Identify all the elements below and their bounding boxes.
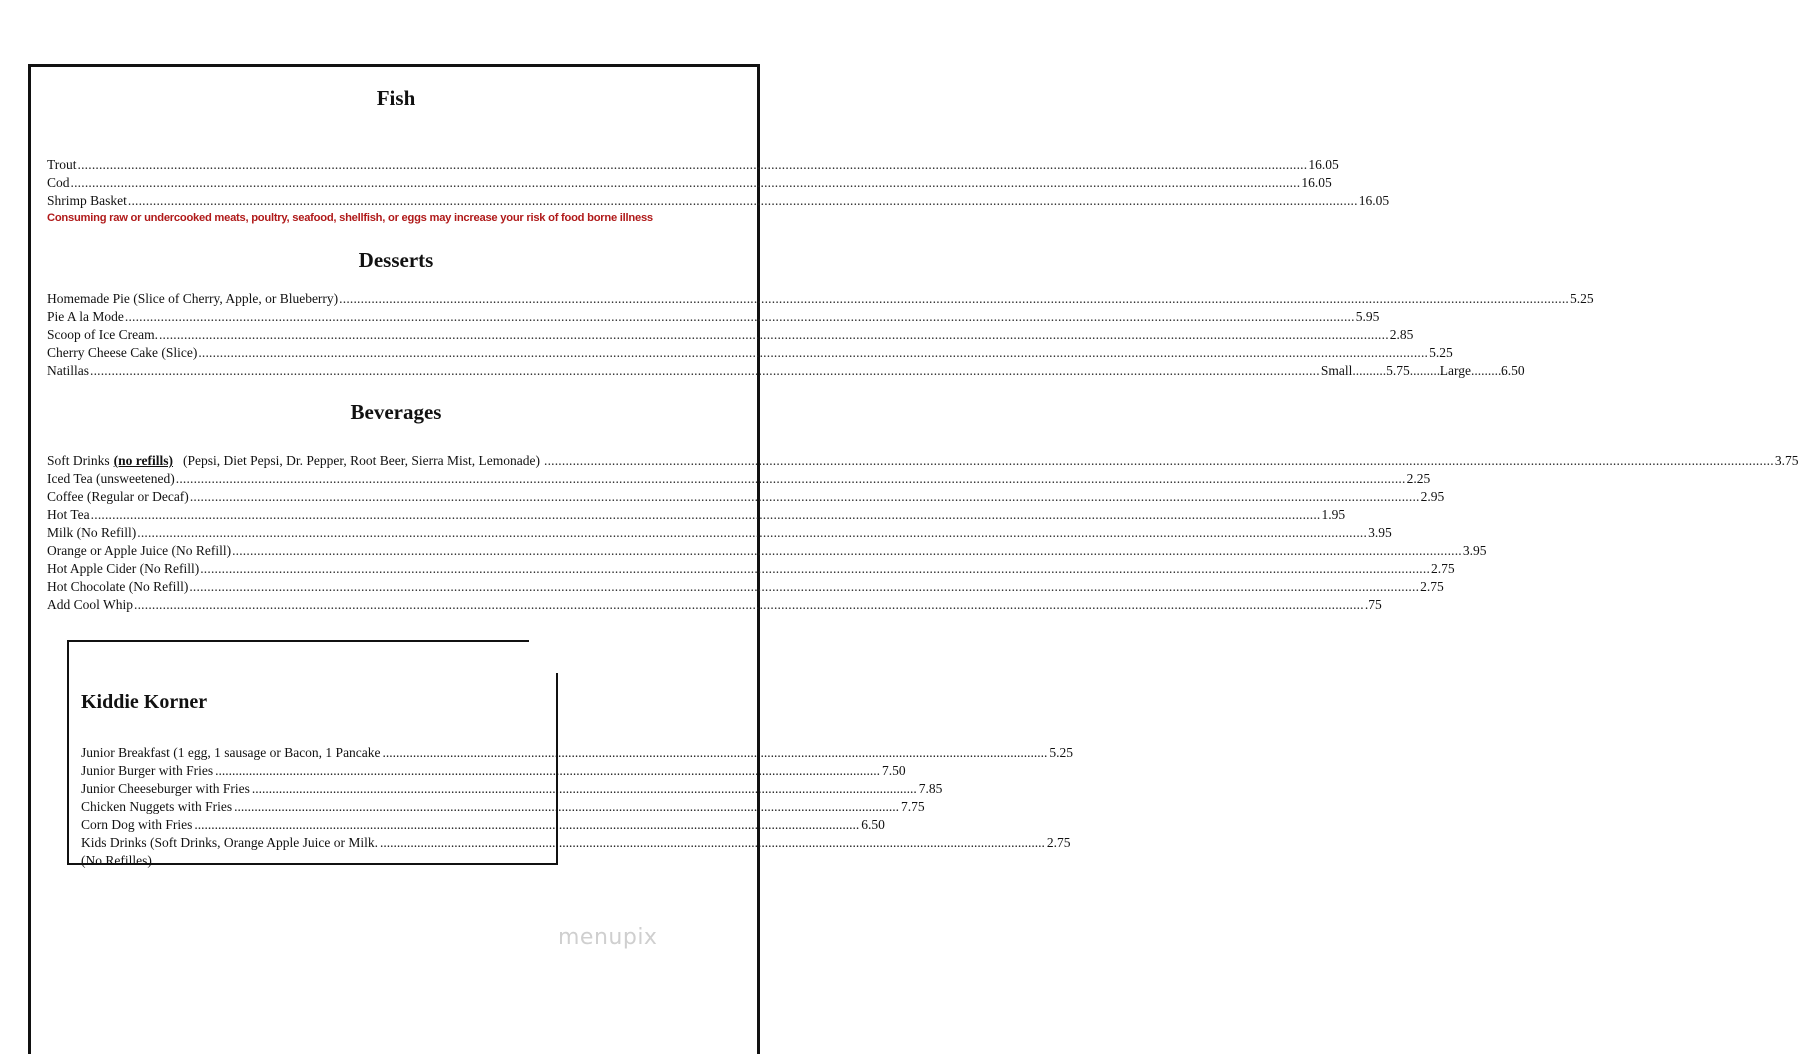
item-price: 2.75 — [1431, 561, 1455, 576]
leader-dots — [339, 290, 1569, 307]
item-detail: (Pepsi, Diet Pepsi, Dr. Pepper, Root Beer, Sierra Mist, Lemonade) — [183, 453, 540, 468]
leader-dots — [159, 326, 1389, 343]
leader-dots — [137, 524, 1367, 541]
leader-dots: .......... — [1409, 363, 1444, 378]
item-name: Homemade Pie (Slice of Cherry, Apple, or Blueberry) — [47, 291, 339, 306]
item-name: Pie A la Mode — [47, 309, 124, 324]
item-price: 3.95 — [1462, 543, 1487, 558]
item-name: Corn Dog with Fries — [81, 817, 193, 832]
item-name: Hot Tea — [47, 507, 90, 522]
menu-item-milk — [47, 524, 1392, 541]
item-price: .75 — [1364, 597, 1382, 612]
menu-item-ice-cream — [47, 326, 1414, 343]
leader-dots — [252, 780, 917, 797]
item-name: Iced Tea (unsweetened) — [47, 471, 175, 486]
leader-dots — [380, 834, 1045, 851]
leader-dots — [544, 452, 1774, 469]
item-price: 7.50 — [882, 763, 906, 778]
leader-dots — [198, 344, 1428, 361]
kiddie-box-border-top — [67, 640, 529, 642]
no-refills-note: (no refills) — [113, 453, 174, 468]
leader-dots — [90, 362, 1320, 379]
item-price: 1.95 — [1321, 507, 1346, 522]
menu-item-add-cool-whip — [47, 596, 1382, 613]
item-name: Chicken Nuggets with Fries — [81, 799, 233, 814]
item-price: 3.95 — [1368, 525, 1392, 540]
menu-item-junior-cheeseburger — [81, 780, 943, 797]
item-name: Milk (No Refill) — [47, 525, 137, 540]
beverages-heading: Beverages — [350, 400, 442, 424]
leader-dots — [125, 308, 1355, 325]
kids-drinks-footnote: (No Refilles) — [81, 853, 152, 868]
kiddie-box-border-left — [67, 640, 69, 865]
menu-item-orange-apple-juice — [47, 542, 1487, 559]
leader-dots — [78, 156, 1308, 173]
leader-dots — [91, 506, 1321, 523]
menu-item-natillas — [47, 362, 1525, 379]
size-label-small: Small — [1320, 363, 1353, 378]
fish-heading: Fish — [376, 86, 416, 110]
leader-dots — [190, 488, 1420, 505]
size-label-large: Large — [1439, 363, 1471, 378]
item-name: Hot Chocolate (No Refill) — [47, 579, 189, 594]
item-name: Cherry Cheese Cake (Slice) — [47, 345, 198, 360]
leader-dots — [194, 816, 859, 833]
leader-dots — [234, 798, 899, 815]
item-name: Trout — [47, 157, 77, 172]
desserts-heading: Desserts — [358, 248, 434, 272]
leader-dots — [215, 762, 880, 779]
menu-item-hot-apple-cider — [47, 560, 1455, 577]
menu-item-coffee — [47, 488, 1445, 505]
menu-item-kids-drinks — [81, 834, 1071, 851]
item-price: 7.75 — [901, 799, 925, 814]
item-price: 2.75 — [1420, 579, 1444, 594]
item-price: 2.25 — [1406, 471, 1431, 486]
item-name: Junior Burger with Fries — [81, 763, 214, 778]
item-price: 5.25 — [1569, 291, 1594, 306]
menu-item-corn-dog — [81, 816, 885, 833]
menu-item-trout — [47, 156, 1339, 173]
kiddie-korner-heading: Kiddie Korner — [81, 691, 208, 713]
menu-item-cherry-cheese-cake — [47, 344, 1453, 361]
item-price: 2.75 — [1046, 835, 1071, 850]
leader-dots — [71, 174, 1301, 191]
item-price: 6.50 — [861, 817, 885, 832]
food-safety-warning: Consuming raw or undercooked meats, poultry, seafood, shellfish, or eggs may increase your risk of food borne illness — [47, 212, 653, 224]
item-price: 16.05 — [1358, 193, 1390, 208]
item-price: 5.95 — [1355, 309, 1380, 324]
item-name: Orange or Apple Juice (No Refill) — [47, 543, 232, 558]
leader-dots — [200, 560, 1430, 577]
item-name: Kids Drinks (Soft Drinks, Orange Apple Juice or Milk. — [81, 835, 378, 850]
item-name: Natillas — [47, 363, 89, 378]
item-name: Shrimp Basket — [47, 193, 127, 208]
item-price: 5.25 — [1429, 345, 1453, 360]
item-price: 16.05 — [1301, 175, 1332, 190]
leader-dots — [189, 578, 1419, 595]
menu-item-hot-chocolate — [47, 578, 1444, 595]
item-name: Cod — [47, 175, 70, 190]
leader-dots — [134, 596, 1364, 613]
leader-dots — [232, 542, 1462, 559]
item-price: 16.05 — [1308, 157, 1339, 172]
item-price: 2.95 — [1420, 489, 1445, 504]
menu-item-shrimp-basket — [47, 192, 1390, 209]
leader-dots — [176, 470, 1406, 487]
leader-dots: .......... — [1352, 363, 1387, 378]
item-price: 7.85 — [918, 781, 943, 796]
leader-dots — [383, 744, 1048, 761]
menu-item-chicken-nuggets — [81, 798, 925, 815]
menupix-watermark: menupix — [558, 925, 658, 950]
item-name: Coffee (Regular or Decaf) — [47, 489, 189, 504]
menu-item-homemade-pie — [47, 290, 1594, 307]
item-price: 5.25 — [1049, 745, 1074, 760]
item-name: Junior Cheeseburger with Fries — [81, 781, 250, 796]
item-price-large: 6.50 — [1500, 363, 1525, 378]
menu-item-junior-breakfast — [81, 744, 1074, 761]
leader-dots: .......... — [1470, 363, 1505, 378]
item-name: Junior Breakfast (1 egg, 1 sausage or Bacon, 1 Pancake — [81, 745, 381, 760]
item-price-small: 5.75 — [1386, 363, 1410, 378]
item-name: Hot Apple Cider (No Refill) — [47, 561, 200, 576]
menu-item-hot-tea — [47, 506, 1346, 523]
menu-item-cod — [47, 174, 1332, 191]
item-price: 2.85 — [1389, 327, 1414, 342]
item-price: 3.75 — [1774, 453, 1798, 468]
item-name: Scoop of Ice Cream. — [47, 327, 158, 342]
menu-item-soft-drinks — [47, 452, 1798, 469]
item-name: Soft Drinks — [47, 453, 110, 468]
menu-item-pie-a-la-mode — [47, 308, 1380, 325]
menu-item-junior-burger — [81, 762, 906, 779]
item-name: Add Cool Whip — [47, 597, 134, 612]
menu-item-iced-tea — [47, 470, 1431, 487]
leader-dots — [128, 192, 1358, 209]
